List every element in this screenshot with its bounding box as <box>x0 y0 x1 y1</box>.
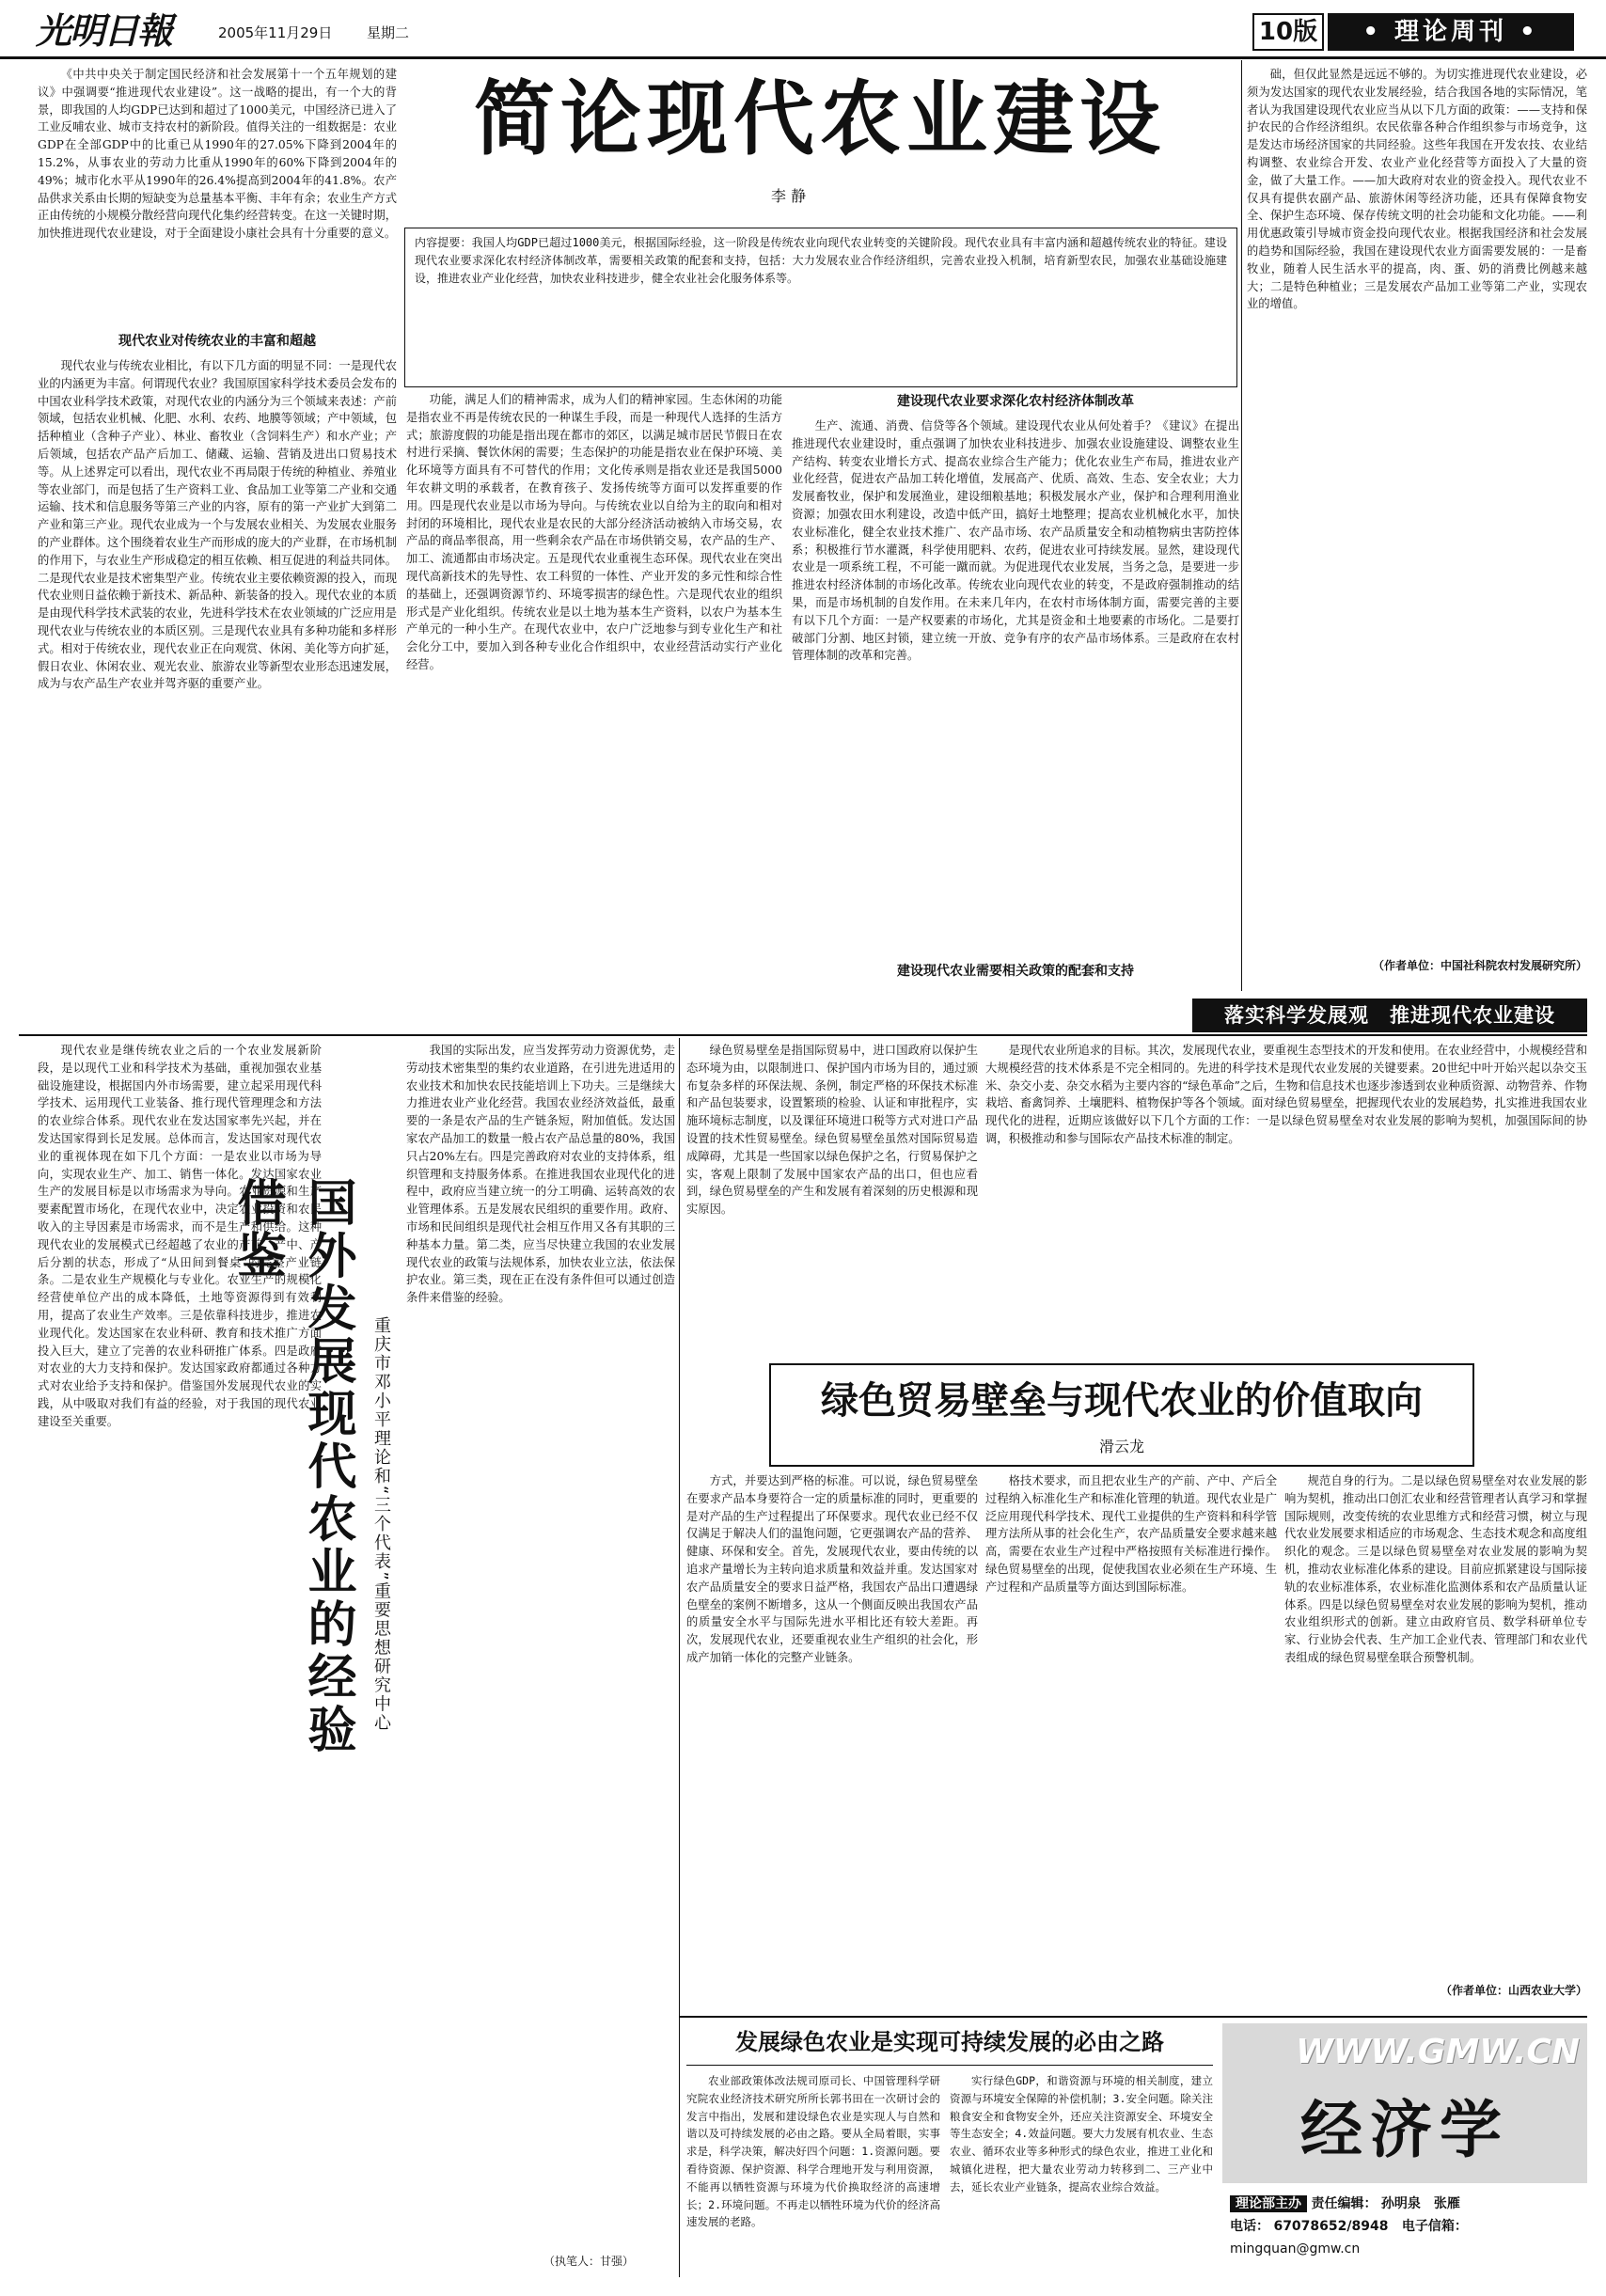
article1-col-rule-right <box>1241 60 1242 991</box>
newspaper-logo: 光明日報 <box>36 9 172 52</box>
article3-author-unit: （作者单位：山西农业大学） <box>1440 1984 1587 1997</box>
article2-col-d-text: 是现代农业所追求的目标。其次，发展现代农业，要重视生态型技术的开发和使用。在农业经营中，小规模经营和大规模经营的技术体系是不完全相同的。先进的科学技术是现代农业发展的关键要素。20世纪中叶开始兴起以杂交玉米、杂交小麦、杂交水稻为主要内容的“绿色革命”之后，生物和信息技术也逐步渗透到农业种质资源、动物营养、作物栽培、畜禽饲养、土壤肥料、植物保护等各个领域。面对绿色贸易壁垒，把握现代农业的发展趋势，扎实推进我国农业现代化的进程，近期应该做好以下几个方面的工作：一是以绿色贸易壁垒对农业发展的影响为契机，加强国际间的协调，积极推动和参与国际农产品技术标准的制定。 <box>985 1044 1587 1145</box>
editor-label: 责任编辑： <box>1311 2196 1378 2211</box>
article1-col-b <box>406 391 782 989</box>
article1-col-a <box>38 357 397 989</box>
article4-col-a-text: 农业部政策体改法规司原司长、中国管理科学研究院农业经济技术研究所所长郭书田在一次研讨会的发言中指出，发展和建设绿色农业是实现人与自然和谐以及可持续发展的必由之路。要从全局着眼，实事求是，科学决策，解决好四个问题：1.资源问题。要看待资源、保护资源、科学合理地开发与利用资源，不能再以牺牲资源与环境为代价换取经济的高速增长；2.环境问题。不再走以牺牲环境为代价的经济高速发展的老路。 <box>686 2074 940 2229</box>
article2-banner: 落实科学发展观 推进现代农业建设 <box>1192 999 1587 1032</box>
dept-badge: 理论部主办 <box>1230 2195 1307 2212</box>
article2-title: 国外发展现代农业的经验借鉴 <box>228 1177 355 1756</box>
article1-summary: 内容提要：我国人均GDP已超过1000美元，根据国际经验，这一阶段是传统农业向现代农业转变的关键阶段。现代农业具有丰富内涵和超越传统农业的特征。建设现代农业要求深化农村经济体制改革，需要相关政策的配套和支持，包括：大力发展农业合作经济组织，完善农业投入机制，培育新型农民，加强农业基础设施建设，推进农业产业化经营，加快农业科技进步，健全农业社会化服务体系等。 <box>415 236 1227 285</box>
article1-col-c-text: 生产、流通、消费、信贷等各个领域。建设现代农业从何处着手？《建议》在提出推进现代农业建设时，重点强调了加快农业科技进步、加强农业设施建设、调整农业生产结构、转变农业增长方式、提高农业综合生产能力；优化农业生产布局，推进农业产业化经营，促进农产品加工转化增值，发展高产、优质、高效、生态、安全农业；大力发展畜牧业，保护和发展渔业，建设细粮基地；积极发展水产业，保护和合理利用渔业资源；加强农田水利建设，改造中低产田，搞好土地整理；提高农业机械化水平，加快农业标准化，健全农业技术推广、农产品市场、农产品质量安全和动植物病虫害防控体系；积极推行节水灌溉，科学使用肥料、农药，促进农业可持续发展。显然，建设现代农业是一项系统工程，不可能一蹴而就。为促进现代农业发展，当务之急，是要进一步推进农村经济体制的市场化改革。传统农业向现代农业的转变，不是政府强制推动的结果，而是市场机制的自发作用。在未来几年内，在农村市场体制方面，需要完善的主要有以下几个方面：一是产权要素的市场化，尤其是资金和土地要素的市场化。二是要打破部门分割、地区封锁，建立统一开放、竞争有序的农产品市场体系。三是政府在农村管理体制的改革和完善。 <box>792 419 1239 663</box>
masthead-rule <box>0 56 1606 59</box>
article2-col-c <box>686 1042 978 1358</box>
article1-col-d <box>1247 66 1587 959</box>
article1-h3: 建设现代农业需要相关政策的配套和支持 <box>897 964 1134 979</box>
article1-col-a-text: 现代农业与传统农业相比，有以下几方面的明显不同：一是现代农业的内涵更为丰富。何谓现代农业？我国原国家科学技术委员会发布的中国农业科学技术政策，对现代农业的内涵分为三个领域来表述：产前领域，包括农业机械、化肥、水利、农药、地膜等领域；产中领域，包括种植业（含种子产业）、林业、畜牧业（含饲料生产）和水产业；产后领域，包括农产品产后加工、储藏、运输、营销及进出口贸易技术等。从上述界定可以看出，现代农业不再局限于传统的种植业、养殖业等农业部门，而是包括了生产资料工业、食品加工业等第二产业和交通运输、技术和信息服务等第三产业的内容，原有的第一产业扩大到第二产业和第三产业。现代农业成为一个与发展农业相关、为发展农业服务的产业群体。这个围绕着农业生产而形成的庞大的产业群，在市场机制的作用下，与农业生产形成稳定的相互依赖、相互促进的利益共同体。二是现代农业是技术密集型产业。传统农业主要依赖资源的投入，而现代农业则日益依赖于新技术、新品种、新装备的投入。现代农业的本质是由现代科学技术武装的农业，先进科学技术在农业领域的广泛应用是现代农业与传统农业的本质区别。三是现代农业具有多种功能和多样形式。相对于传统农业，现代农业正在向观赏、休闲、美化等方向扩延，假日农业、休闲农业、观光农业、旅游农业等新型农业形态迅速发展，成为与农产品生产农业并驾齐驱的重要产业。 <box>38 359 397 691</box>
article3-title-box <box>769 1363 1474 1467</box>
article2-col-rule <box>679 1038 680 2277</box>
section-rule-2 <box>679 2016 1587 2018</box>
section-rule-1 <box>19 1034 1587 1036</box>
article3-col-c-text: 规范自身的行为。二是以绿色贸易壁垒对农业发展的影响为契机，推动出口创汇农业和经营管理者认真学习和掌握国际规则，改变传统的农业思维方式和经营习惯，树立与现代农业发展要求相适应的市场观念、生态技术观念和高度组织化的观念。三是以绿色贸易壁垒对农业发展的影响为契机，推动农业标准化体系的建设。目前应抓紧建设与国际接轨的农业标准体系，农业标准化监测体系和农产品质量认证体系。四是以绿色贸易壁垒对农业发展的影响为契机，推动农业组织形式的创新。建立由政府官员、数学科研单位专家、行业协会代表、生产加工企业代表、管理部门和农业代表组成的绿色贸易壁垒联合预警机制。 <box>1284 1474 1587 1664</box>
article3-col-a <box>686 1472 978 2012</box>
economics-credits <box>1222 2193 1587 2260</box>
article1-summary-box <box>404 228 1237 387</box>
article3-col-c <box>1284 1472 1587 1980</box>
article2-col-a-text: 现代农业是继传统农业之后的一个农业发展新阶段，是以现代工业和科学技术为基础，重视加强农业基础设施建设，根据国内外市场需要，建立起采用现代科学技术、运用现代工业装备、推行现代管理理念和方法的农业综合体系。现代农业在发达国家率先兴起，并在发达国家得到长足发展。总体而言，发达国家对现代农业的重视体现在如下几个方面：一是农业以市场为导向，实现农业生产、加工、销售一体化。发达国家农业生产的发展目标是以市场需求为导向。农业资源和生产要素配置市场化，在现代农业中，决定农业投资和农民收入的主导因素是市场需求，而不是生产和供给。这种现代农业的发展模式已经超越了农业的产前、产中、产后分割的状态，形成了“从田间到餐桌”的完整产业链条。二是农业生产规模化与专业化。农业生产的规模化经营使单位产出的成本降低，土地等资源得到有效利用，提高了农业生产效率。三是依靠科技进步，推进农业现代化。发达国家在农业科研、教育和技术推广方面投入巨大，建立了完善的农业科研推广体系。四是政府对农业的大力支持和保护。发达国家政府都通过各种方式对农业给予支持和保护。借鉴国外发展现代农业的实践，从中吸取对我们有益的经验，对于我国的现代农业建设至关重要。 <box>38 1044 322 1428</box>
site-url: WWW.GMW.CN <box>1296 2033 1580 2071</box>
article1-col-b-text: 功能，满足人们的精神需求，成为人们的精神家园。生态休闲的功能是指农业不再是传统农民的一种谋生手段，而是一种现代人选择的生活方式；旅游度假的功能是指出现在都市的郊区，以满足城市居民节假日在农村进行采摘、餐饮休闲的需要；生态保护的功能是指农业在保护环境、美化环境等方面具有不可替代的作用；文化传承则是指农业还是我国5000年农耕文明的承载者，在教育孩子、发扬传统等方面可以发挥重要的作用。四是现代农业是以市场为导向。与传统农业以自给为主的取向和相对封闭的环境相比，现代农业是农民的大部分经济活动被纳入市场交易，农产品的商品率很高，用一些剩余农产品在市场供销交易，农产品的生产、加工、流通都由市场决定。五是现代农业重视生态环保。现代农业在突出现代高新技术的先导性、农工科贸的一体性、产业开发的多元性和综合性的基础上，还强调资源节约、环境零损害的绿色性。六是现代农业的组织形式是产业化组织。传统农业是以土地为基本生产资料，以农户为基本生产单元的一种小生产。在现代农业中，农户广泛地参与到专业化生产和社会化分工中，要加入到各种专业化合作组织中，农业经营活动实行产业化经营。 <box>406 393 782 671</box>
article4-title-underline <box>686 2065 1213 2066</box>
article2-col-c-text: 绿色贸易壁垒是指国际贸易中，进口国政府以保护生态环境为由，以限制进口、保护国内市场为目的，通过颁布复杂多样的环保法规、条例，制定严格的环保技术标准和产品包装要求，设置繁琐的检验、认证和审批程序，实施环境标志制度，以及课征环境进口税等方式对进口产品设置的技术性贸易壁垒。绿色贸易壁垒虽然对国际贸易造成障碍，尤其是一些国家以绿色保护之名，行贸易保护之实，客观上限制了发展中国家农产品的出口，但也应看到，绿色贸易壁垒的产生和发展有着深刻的历史根源和现实原因。 <box>686 1044 978 1217</box>
issue-weekday: 星期二 <box>367 24 410 41</box>
masthead <box>0 0 1606 58</box>
article2-author: 重庆市邓小平理论和“三个代表”重要思想研究中心 <box>371 1316 391 1733</box>
issue-date: 2005年11月29日 <box>218 24 333 41</box>
article2-byline: （执笔人：甘强） <box>543 2255 635 2268</box>
email-address: mingquan@gmw.cn <box>1230 2241 1361 2257</box>
article3-author: 滑云龙 <box>1098 1438 1144 1455</box>
article1-col-c <box>792 417 1239 957</box>
article1-h2: 建设现代农业要求深化农村经济体制改革 <box>897 394 1134 409</box>
article3-col-b-text: 格技术要求，而且把农业生产的产前、产中、产后全过程纳入标准化生产和标准化管理的轨道。现代农业是广泛应用现代科学技术、现代工业提供的生产资料和科学管理方法所从事的社会化生产，农产品质量安全要求越来越高，需要在农业生产过程中严格按照有关标准进行操作。绿色贸易壁垒的出现，促使我国农业必须在生产环境、生产过程和产品质量等方面达到国际标准。 <box>985 1474 1277 1594</box>
economics-box <box>1222 2023 1587 2277</box>
section-label: • 理论周刊 • <box>1328 13 1574 51</box>
article1-col-d-text: 础，但仅此显然是远远不够的。为切实推进现代农业建设，必须为发达国家的现代农业发展经验，结合我国各地的实际情况，笔者认为我国建设现代农业应当从以下几方面的政策：——支持和保护农民的合作经济组织。农民依靠各种合作组织参与市场竞争，这是发达市场经济国家的共同经验。这些年我国在开发农技、农业结构调整、农业综合开发、农业产业化经营等方面投入了大量的资金，做了大量工作。——加大政府对农业的资金投入。现代农业不仅具有提供农副产品、旅游休闲等经济功能，还具有保障食物安全、保护生态环境、保存传统文明的社会功能和文化功能。——利用优惠政策引导城市资金投向现代农业。根据我国经济和社会发展的趋势和国际经验，我国在建设现代农业方面需要发展的：一是畜牧业，随着人民生活水平的提高，肉、蛋、奶的消费比例越来越大；二是特色种植业；三是发展农产品加工业等第二产业，实现农业的增值。 <box>1247 68 1587 311</box>
article4-col-b <box>950 2072 1213 2277</box>
article1-intro: 《中共中央关于制定国民经济和社会发展第十一个五年规划的建议》中强调要“推进现代农业建设”。这一战略的提出，有一个大的背景，即我国的人均GDP已达到和超过了1000美元，中国经济已进入了工业反哺农业、城市支持农村的新阶段。值得关注的一组数据是：农业GDP在全部GDP中的比重已从1990年的27.05%下降到2004年的15.2%，从事农业的劳动力比重从1990年的60%下降到2004年的49%；城市化水平从1990年的26.4%提高到2004年的41.8%。农产品供求关系由长期的短缺变为总量基本平衡、丰年有余；农业生产方式正由传统的小规模分散经营向现代化集约经营转变。在这一关键时期，加快推进现代农业建设，对于全面建设小康社会具有十分重要的意义。 <box>38 68 397 241</box>
article1-h1: 现代农业对传统农业的丰富和超越 <box>118 334 316 349</box>
editor-names: 孙明泉 张雁 <box>1380 2196 1460 2211</box>
page-number: 10版 <box>1252 13 1324 51</box>
article1-author-unit: （作者单位：中国社科院农村发展研究所） <box>1372 959 1587 972</box>
email-label: 电子信箱： <box>1401 2219 1468 2234</box>
phone-label: 电话： <box>1230 2219 1269 2234</box>
article3-title: 绿色贸易壁垒与现代农业的价值取向 <box>821 1379 1423 1423</box>
article4-col-a <box>686 2072 940 2277</box>
article2-col-d <box>985 1042 1587 1358</box>
article3-col-a-text: 方式，并要达到严格的标准。可以说，绿色贸易壁垒在要求产品本身要符合一定的质量标准的同时，更重要的是对产品的生产过程提出了环保要求。现代农业已经不仅仅满足于解决人们的温饱问题，它更强调农产品的营养、健康、环保和安全。首先，发展现代农业，要由传统的以追求产量增长为主转向追求质量和效益并重。发达国家对农产品质量安全的要求日益严格，我国农产品出口遭遇绿色壁垒的案例不断增多，这从一个侧面反映出我国农产品的质量安全水平与国际先进水平相比还有较大差距。再次，发展现代农业，还要重视农业生产组织的社会化，形成产加销一体化的完整产业链条。 <box>686 1474 978 1664</box>
article1-title: 简论现代农业建设 <box>474 72 1166 166</box>
economics-title: 经济学 <box>1300 2094 1509 2166</box>
article3-col-b <box>985 1472 1277 2012</box>
article1-author: 李 静 <box>771 187 807 205</box>
article2-col-b-text: 我国的实际出发，应当发挥劳动力资源优势，走劳动技术密集型的集约农业道路，在引进先进适用的农业技术和加快农民技能培训上下功夫。三是继续大力推进农业产业化经营。我国农业经济效益低，最重要的一条是农产品的生产链条短，附加值低。发达国家农产品加工的数量一般占农产品总量的80%，我国只占20%左右。四是完善政府对农业的支持体系，组织管理和支持服务体系。在推进我国农业现代化的进程中，政府应当建立统一的分工明确、运转高效的农业管理体系。五是发展农民组织的重要作用。政府、市场和民间组织是现代社会相互作用又各有其职的三种基本力量。第二类，应当尽快建立我国的农业发展现代农业的政策与法规体系，加快农业立法，依法保护农业。第三类，现在正在没有条件但可以通过创造条件来借鉴的经验。 <box>406 1044 675 1305</box>
phone-number: 67078652/8948 <box>1273 2219 1389 2234</box>
article2-col-b <box>406 1042 675 2245</box>
article4-col-b-text: 实行绿色GDP，和谐资源与环境的相关制度，建立资源与环境安全保障的补偿机制；3.安全问题。除关注粮食安全和食物安全外，还应关注资源安全、环境安全等生态安全；4.效益问题。要大力发展有机农业、生态农业、循环农业等多种形式的绿色农业，推进工业化和城镇化进程，把大量农业劳动力转移到二、三产业中去，延长农业产业链条，提高农业综合效益。 <box>950 2074 1213 2194</box>
article4-title: 发展绿色农业是实现可持续发展的必由之路 <box>735 2028 1164 2055</box>
